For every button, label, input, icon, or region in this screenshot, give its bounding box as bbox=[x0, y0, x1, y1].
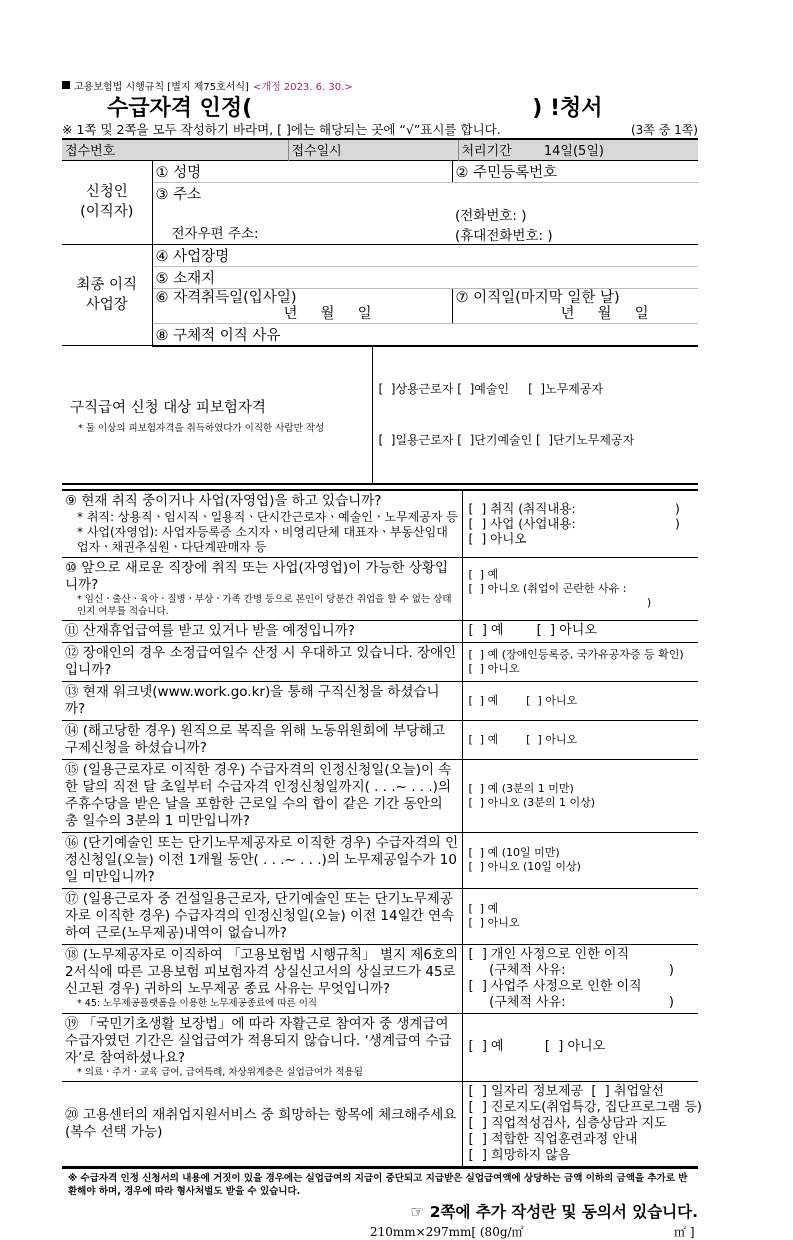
answer-option[interactable]: [ ] 아니오 bbox=[468, 531, 527, 546]
question-text: ⑩ 앞으로 새로운 직장에 취직 또는 사업(자영업)이 가능한 상황입니까? bbox=[65, 559, 448, 593]
question-text: ⑯ (단기예술인 또는 단기노무제공자로 이직한 경우) 수급자격의 인정신청일(오늘) 이전 1개월 동안( . . .~ . . .)의 노무제공일수가 10일 미만입니까? bbox=[65, 834, 459, 885]
question-text: ⑬ 현재 워크넷(www.work.go.kr)을 통해 구직신청을 하셨습니까? bbox=[65, 683, 440, 717]
question-subnote: * 임신ㆍ출산ㆍ육아ㆍ질병ㆍ부상ㆍ가족 간병 등으로 본인이 당분간 취업을 할 수 없는 상태인지 여부를 적습니다. bbox=[77, 593, 452, 617]
answer-option[interactable]: [ ] 예 [ ] 아니오 bbox=[468, 1039, 606, 1054]
answer-options-cell[interactable] bbox=[462, 1013, 698, 1081]
question-row bbox=[62, 1081, 698, 1166]
leave-reason-field[interactable]: ⑧ 구체적 이직 사유 bbox=[152, 323, 698, 346]
answer-option[interactable]: [ ] 아니오 (3분의 1 이상) bbox=[468, 795, 596, 809]
question-text: ⑮ (일용근로자로 이직한 경우) 수급자격의 인정신청일(오늘)이 속한 달의 직전 달 초일부터 수급자격 인정신청일까지( . . .~ . . .)의 주휴수당을 받은 날을 포함한 근로일 수의 합이 같은 기간 동안의 총 일수의 3분의 1 미만입니까? bbox=[65, 761, 452, 829]
question-text: ⑪ 산재휴업급여를 받고 있거나 받을 예정입니까? bbox=[65, 622, 355, 639]
form-label: 고용보험법 시행규칙 [별지 제75호서식] bbox=[74, 81, 249, 93]
question-text-cell bbox=[62, 490, 462, 558]
workplace-location-field[interactable]: ⑤ 소재지 bbox=[152, 266, 698, 288]
receipt-number: 접수번호 bbox=[62, 140, 288, 160]
question-row bbox=[62, 888, 698, 944]
answer-option[interactable]: [ ] 개인 사정으로 인한 이직 bbox=[468, 946, 630, 962]
question-row bbox=[62, 642, 698, 681]
answer-option[interactable]: [ ] 예 (10일 미만) bbox=[468, 846, 560, 859]
question-text-cell bbox=[62, 681, 462, 720]
answer-options-cell[interactable] bbox=[462, 832, 698, 888]
target-options[interactable] bbox=[372, 347, 698, 484]
processing-period: 처리기간 14일(5일) bbox=[461, 144, 604, 160]
acquired-date-field[interactable]: ⑥ 자격취득일(입사일) 년 월 일 bbox=[152, 288, 452, 323]
applicant-phone-field[interactable]: (전화번호: ) bbox=[455, 207, 527, 224]
answer-options-cell[interactable] bbox=[462, 944, 698, 1013]
answer-option[interactable]: [ ] 사업 (사업내용: ) bbox=[468, 516, 680, 531]
answer-options-cell[interactable] bbox=[462, 490, 698, 558]
answer-options-cell[interactable] bbox=[462, 620, 698, 642]
target-label: 구직급여 신청 대상 피보험자격 * 둘 이상의 피보험자격을 취득하였다가 이직한 사람만 작성 bbox=[62, 347, 372, 484]
question-row bbox=[62, 557, 698, 620]
question-text-cell bbox=[62, 557, 462, 620]
question-row bbox=[62, 759, 698, 832]
applicant-phone-cell bbox=[452, 204, 698, 245]
notice-text: ※ 1쪽 및 2쪽을 모두 작성하기 바라며, [ ]에는 해당되는 곳에 “√”표시를 합니다. bbox=[62, 122, 501, 137]
question-text-cell bbox=[62, 720, 462, 759]
question-text: ⑭ (해고당한 경우) 원직으로 복직을 위해 노동위원회에 부당해고 구제신청을 하셨습니까? bbox=[65, 722, 446, 756]
answer-options-cell[interactable] bbox=[462, 1081, 702, 1166]
continued-note: ☞ 2쪽에 추가 작성란 및 동의서 있습니다. bbox=[410, 1202, 698, 1221]
question-text-cell bbox=[62, 944, 462, 1013]
instruction-notice bbox=[62, 120, 698, 140]
question-text-cell bbox=[62, 642, 462, 681]
question-text: ⑨ 현재 취직 중이거나 사업(자영업)을 하고 있습니까? bbox=[65, 492, 382, 509]
answer-option[interactable]: [ ] 아니오 bbox=[468, 916, 520, 929]
paper-size: 210mm×297mm[ (80g/㎡ ㎡ ] bbox=[370, 1224, 695, 1239]
answer-option[interactable]: [ ] 예 [ ] 아니오 bbox=[468, 732, 578, 746]
answer-option[interactable]: [ ] 아니오 (취업이 곤란한 사유 : bbox=[468, 581, 627, 595]
question-subnote: * 의료ㆍ주거ㆍ교육 급여, 급여특례, 차상위계층은 실업급여가 적용됨 bbox=[77, 1066, 363, 1078]
answer-option[interactable]: [ ] 아니오 (10일 이상) bbox=[468, 860, 581, 873]
question-row bbox=[62, 1013, 698, 1081]
question-text: ⑳ 고용센터의 재취업지원서비스 중 희망하는 항목에 체크해주세요 (복수 선택 가능) bbox=[65, 1106, 457, 1140]
answer-option[interactable]: [ ] 예 [ ] 아니오 bbox=[468, 693, 578, 707]
applicant-email-cell[interactable] bbox=[152, 204, 452, 245]
answer-option[interactable]: [ ] 취직 (취직내용: ) bbox=[468, 501, 680, 516]
question-text-cell bbox=[62, 1013, 462, 1081]
question-text: ⑫ 장애인의 경우 소정급여일수 산정 시 우대하고 있습니다. 장애인입니까? bbox=[65, 644, 457, 678]
answer-option[interactable]: [ ] 아니오 bbox=[468, 661, 520, 675]
answer-option[interactable]: [ ] 일자리 정보제공 [ ] 취업알선 bbox=[468, 1083, 665, 1099]
answer-option[interactable]: [ ] 예 bbox=[468, 567, 499, 581]
question-row bbox=[62, 720, 698, 759]
applicant-section bbox=[62, 161, 698, 245]
answer-options-cell[interactable] bbox=[462, 888, 698, 944]
workplace-label: 최종 이직 사업장 bbox=[62, 245, 152, 346]
question-text-cell bbox=[62, 620, 462, 642]
question-subnote: * 45: 노무제공플랫폼을 이용한 노무제공종료에 따른 이직 bbox=[77, 998, 318, 1009]
answer-option[interactable]: [ ] 진로지도(취업특강, 집단프로그램 등) bbox=[468, 1099, 702, 1115]
answer-option[interactable]: [ ] 적합한 직업훈련과정 안내 bbox=[468, 1131, 638, 1147]
question-text-cell bbox=[62, 832, 462, 888]
target-options-row1[interactable]: [ ]상용근로자 [ ]예술인 [ ]노무제공자 bbox=[378, 381, 604, 396]
workplace-name-field[interactable]: ④ 사업장명 bbox=[152, 245, 698, 267]
answer-options-cell[interactable] bbox=[462, 642, 698, 681]
title-left: 수급자격 인정( bbox=[107, 95, 253, 121]
applicant-label: 신청인 (이직자) bbox=[62, 161, 152, 245]
answer-option[interactable]: [ ] 예 bbox=[468, 902, 499, 915]
answer-option[interactable]: [ ] 직업적성검사, 심층상담과 지도 bbox=[468, 1115, 667, 1131]
questions-body bbox=[62, 490, 702, 1167]
answer-options-cell[interactable] bbox=[462, 759, 698, 832]
question-row bbox=[62, 620, 698, 642]
receipt-table bbox=[62, 140, 698, 161]
answer-option[interactable]: (구체적 사유: ) bbox=[468, 994, 674, 1010]
applicant-address-field[interactable]: ③ 주소 bbox=[155, 186, 202, 203]
left-date-field[interactable]: ⑦ 이직일(마지막 일한 날) 년 월 일 bbox=[452, 288, 698, 323]
title-right: ) !청서 bbox=[532, 95, 603, 121]
question-row bbox=[62, 832, 698, 888]
target-section bbox=[62, 347, 698, 485]
question-subnote: * 사업(자영업): 사업자등록증 소지자ㆍ비영리단체 대표자ㆍ부동산임대업자ㆍ채권추심원ㆍ다단계판매자 등 bbox=[77, 524, 448, 554]
question-row bbox=[62, 944, 698, 1013]
question-row bbox=[62, 490, 698, 558]
question-text: ⑰ (일용근로자 중 건설일용근로자, 단기예술인 또는 단기노무제공자로 이직한 경우) 수급자격의 인정신청일(오늘) 이전 14일간 연속하여 근로(노무제공)내역이 없습니까? bbox=[65, 890, 455, 941]
receipt-date: 접수일시 bbox=[288, 140, 458, 160]
applicant-name-field[interactable]: ① 성명 bbox=[152, 161, 452, 183]
revision-date: <개정 2023. 6. 30.> bbox=[252, 81, 353, 93]
applicant-rrn-field[interactable]: ② 주민등록번호 bbox=[452, 161, 698, 183]
question-text-cell bbox=[62, 888, 462, 944]
applicant-email-field[interactable]: 전자우편 주소: bbox=[171, 226, 259, 242]
answer-option[interactable]: [ ] 예 [ ] 아니오 bbox=[468, 623, 597, 638]
question-text: ⑲ 「국민기초생활 보장법」에 따라 자활근로 참여자 중 생계급여 수급자였던 기간은 실업급여가 적용되지 않습니다. ‘생계급여 수급자’로 참여하셨나요? bbox=[65, 1015, 452, 1066]
target-options-row2[interactable]: [ ]일용근로자 [ ]단기예술인 [ ]단기노무제공자 bbox=[378, 432, 635, 447]
form-page bbox=[62, 78, 702, 1239]
answer-option[interactable]: ) bbox=[468, 595, 652, 609]
question-row bbox=[62, 681, 698, 720]
answer-option[interactable]: [ ] 희망하지 않음 bbox=[468, 1147, 571, 1163]
applicant-mobile-field[interactable]: (휴대전화번호: ) bbox=[455, 227, 553, 244]
answer-options-cell[interactable] bbox=[462, 557, 698, 620]
answer-options-cell[interactable] bbox=[462, 681, 698, 720]
question-text: ⑱ (노무제공자로 이직하여 「고용보험법 시행규칙」 별지 제6호의2서식에 따른 고용보험 피보험자격 상실신고서의 상실코드가 45로 신고된 경우) 귀하의 노무제공 종료 사유는 무엇입니까? bbox=[65, 947, 459, 997]
form-title bbox=[62, 92, 698, 120]
warning-note: ※ 수급자격 인정 신청서의 내용에 거짓이 있을 경우에는 실업급여의 지급이 중단되고 지급받은 실업급여액에 상당하는 금액 이하의 금액을 추가로 반환해야 하며, 경우에 따라 형사처벌도 받을 수 있습니다. bbox=[62, 1167, 698, 1201]
square-bullet-icon bbox=[62, 81, 70, 89]
page-indicator: (3쪽 중 1쪽) bbox=[630, 122, 698, 137]
question-text-cell bbox=[62, 1081, 462, 1166]
question-text-cell bbox=[62, 759, 462, 832]
answer-option[interactable]: [ ] 예 (장애인등록증, 국가유공자증 등 확인) bbox=[468, 647, 684, 661]
workplace-section bbox=[62, 245, 698, 347]
answer-option[interactable]: (구체적 사유: ) bbox=[468, 962, 674, 978]
questions-table bbox=[62, 489, 702, 1167]
answer-options-cell[interactable] bbox=[462, 720, 698, 759]
question-subnote: * 취직: 상용직ㆍ임시직ㆍ일용직ㆍ단시간근로자ㆍ예술인ㆍ노무제공자 등 bbox=[77, 509, 458, 524]
answer-option[interactable]: [ ] 예 (3분의 1 미만) bbox=[468, 781, 574, 795]
answer-option[interactable]: [ ] 사업주 사정으로 인한 이직 bbox=[468, 978, 642, 994]
